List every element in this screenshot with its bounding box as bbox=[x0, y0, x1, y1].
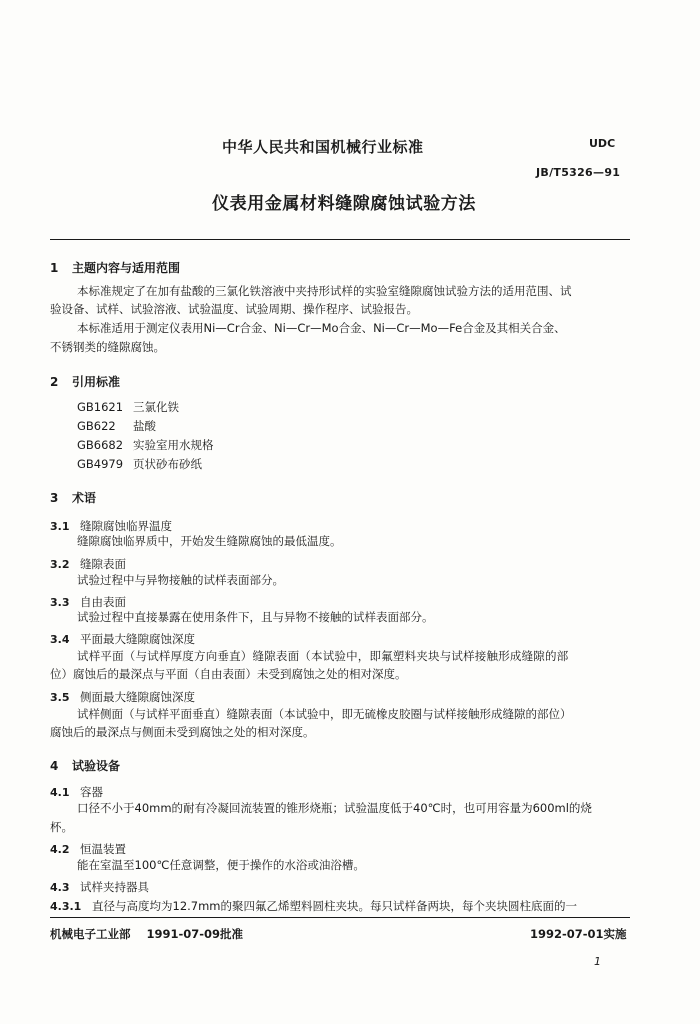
clause-line: 缝隙腐蚀临界质中，开始发生缝隙腐蚀的最低温度。 bbox=[77, 534, 342, 548]
clause-number: 4.1 bbox=[50, 786, 70, 799]
clause-line: 试验过程中与异物接触的试样表面部分。 bbox=[77, 573, 284, 587]
clause-4-1 bbox=[50, 781, 103, 800]
approval-line bbox=[50, 926, 243, 942]
section-number: 1 bbox=[50, 261, 59, 275]
clause-4-3 bbox=[50, 876, 149, 895]
clause-line: 口径不小于40mm的耐有冷凝回流装置的锥形烧瓶；试验温度低于40℃时，也可用容量为600ml的烧 bbox=[77, 801, 592, 815]
section-4-heading bbox=[50, 757, 120, 774]
issuer-title: 中华人民共和国机械行业标准 bbox=[222, 138, 424, 156]
udc-label: UDC bbox=[589, 137, 616, 150]
paragraph-line: 不锈钢类的缝隙腐蚀。 bbox=[50, 340, 165, 354]
clause-number: 4.3.1 bbox=[50, 900, 82, 913]
clause-number: 4.2 bbox=[50, 843, 70, 856]
section-1-heading bbox=[50, 259, 180, 276]
clause-term: 缝隙腐蚀临界温度 bbox=[80, 519, 172, 533]
clause-line: 试样侧面（与试样平面垂直）缝隙表面（本试验中，即无硫橡皮胶圈与试样接触形成缝隙的部位） bbox=[77, 707, 572, 721]
footer-divider bbox=[50, 917, 630, 918]
section-2-heading bbox=[50, 373, 120, 390]
clause-3-5 bbox=[50, 686, 195, 705]
reference-code: GB4979 bbox=[77, 457, 124, 471]
reference-item bbox=[77, 456, 202, 472]
clause-line: 直径与高度均为12.7mm的聚四氟乙烯塑料圆柱夹块。每只试样备两块，每个夹块圆柱底面的一 bbox=[92, 899, 578, 913]
clause-line: 杯。 bbox=[50, 820, 73, 834]
reference-code: GB1621 bbox=[77, 400, 124, 414]
clause-term: 平面最大缝隙腐蚀深度 bbox=[80, 632, 195, 646]
clause-number: 3.2 bbox=[50, 558, 70, 571]
reference-item bbox=[77, 399, 179, 415]
clause-line: 能在室温至100℃任意调整，便于操作的水浴或油浴槽。 bbox=[77, 858, 365, 872]
clause-3-4 bbox=[50, 628, 195, 647]
clause-number: 3.4 bbox=[50, 633, 70, 646]
reference-name: 页状砂布砂纸 bbox=[133, 457, 202, 471]
clause-3-2 bbox=[50, 553, 126, 572]
clause-3-1 bbox=[50, 515, 172, 534]
clause-term: 缝隙表面 bbox=[80, 557, 126, 571]
section-title: 引用标准 bbox=[72, 375, 121, 389]
reference-name: 三氯化铁 bbox=[133, 400, 179, 414]
document-title: 仪表用金属材料缝隙腐蚀试验方法 bbox=[212, 194, 476, 214]
clause-3-3 bbox=[50, 591, 126, 610]
clause-4-2 bbox=[50, 838, 126, 857]
paragraph-line: 本标准规定了在加有盐酸的三氯化铁溶液中夹持形试样的实验室缝隙腐蚀试验方法的适用范围、试 bbox=[77, 284, 572, 298]
clause-term: 试样夹持器具 bbox=[80, 880, 149, 894]
clause-line: 试样平面（与试样厚度方向垂直）缝隙表面（本试验中，即氟塑料夹块与试样接触形成缝隙的部 bbox=[77, 649, 569, 663]
clause-number: 3.5 bbox=[50, 691, 70, 704]
paragraph-line: 本标准适用于测定仪表用Ni—Cr合金、Ni—Cr—Mo合金、Ni—Cr—Mo—Fe合金及其相关合金、 bbox=[77, 321, 566, 335]
implement-date: 1992-07-01实施 bbox=[530, 927, 627, 941]
section-title: 试验设备 bbox=[72, 759, 121, 773]
section-title: 术语 bbox=[72, 491, 97, 505]
clause-term: 容器 bbox=[80, 785, 103, 799]
clause-line: 位）腐蚀后的最深点与平面（自由表面）未受到腐蚀之处的相对深度。 bbox=[50, 667, 407, 681]
clause-number: 4.3 bbox=[50, 881, 70, 894]
reference-item bbox=[77, 437, 214, 453]
section-3-heading bbox=[50, 489, 96, 506]
section-number: 4 bbox=[50, 759, 59, 773]
standard-number: JB/T5326—91 bbox=[536, 166, 621, 179]
reference-code: GB6682 bbox=[77, 438, 124, 452]
clause-number: 3.1 bbox=[50, 520, 70, 533]
paragraph-line: 验设备、试样、试验溶液、试验温度、试验周期、操作程序、试验报告。 bbox=[50, 302, 418, 316]
reference-item bbox=[77, 418, 156, 434]
clause-term: 自由表面 bbox=[80, 595, 126, 609]
reference-name: 盐酸 bbox=[133, 419, 156, 433]
clause-term: 侧面最大缝隙腐蚀深度 bbox=[80, 690, 195, 704]
clause-number: 3.3 bbox=[50, 596, 70, 609]
clause-4-3-1 bbox=[50, 895, 577, 914]
clause-line: 腐蚀后的最深点与侧面未受到腐蚀之处的相对深度。 bbox=[50, 725, 315, 739]
reference-name: 实验室用水规格 bbox=[133, 438, 214, 452]
section-number: 2 bbox=[50, 375, 59, 389]
reference-code: GB622 bbox=[77, 419, 116, 433]
section-title: 主题内容与适用范围 bbox=[72, 261, 181, 275]
header-divider bbox=[50, 239, 630, 240]
page-number: 1 bbox=[594, 955, 601, 968]
approver: 机械电子工业部 bbox=[50, 927, 131, 941]
section-number: 3 bbox=[50, 491, 59, 505]
clause-line: 试验过程中直接暴露在使用条件下，且与异物不接触的试样表面部分。 bbox=[77, 610, 434, 624]
approved-date: 1991-07-09批准 bbox=[146, 927, 244, 941]
clause-term: 恒温装置 bbox=[80, 842, 126, 856]
